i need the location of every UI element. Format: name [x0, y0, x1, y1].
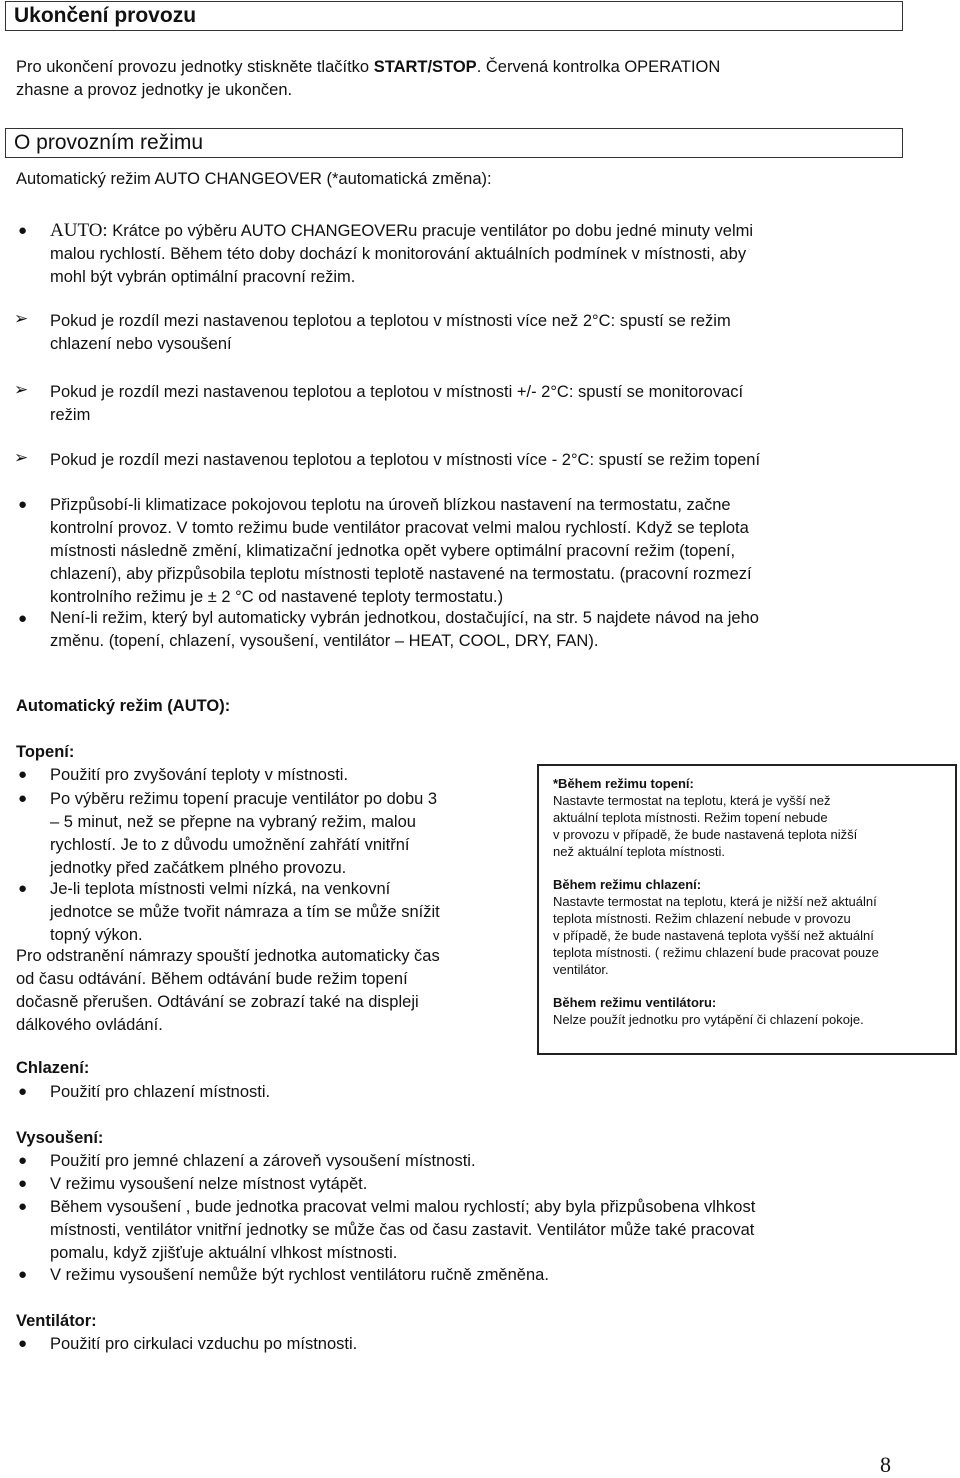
bullet1-line-0: Přizpůsobí-li klimatizace pokojovou teplotu na úroveň blízkou nastavení na termostatu, začne	[50, 496, 731, 514]
auto-line-1: malou rychlostí. Během této doby dochází k monitorování aktuálních podmínek v místnosti, aby	[50, 245, 747, 263]
cooling-title: Chlazení:	[16, 1059, 90, 1077]
drying3-line-1: místnosti, ventilátor vnitřní jednotky se může čas od času zastavit. Ventilátor může také pracovat	[50, 1221, 755, 1239]
drying3-line-2: pomalu, když zjišťuje aktuální vlhkost místnosti.	[50, 1244, 398, 1262]
heating2-line-3: jednotky před začátkem plného provozu.	[50, 859, 347, 877]
fan-note-title: Během režimu ventilátoru:	[553, 995, 717, 1010]
drying-item-1	[50, 1150, 476, 1173]
end-operation-text	[16, 56, 720, 102]
heat-note	[553, 775, 943, 860]
bullet-item-adapt	[50, 494, 752, 609]
bullet-icon: ●	[18, 496, 28, 513]
auto-mode-title: Automatický režim (AUTO):	[16, 697, 231, 715]
cool-note-line-1: teplota místnosti. Režim chlazení nebude v provozu	[553, 911, 851, 926]
heating3-line-2: topný výkon.	[50, 926, 143, 944]
bullet-icon: ●	[18, 1266, 28, 1283]
arrow-bullet-icon: ➢	[14, 309, 29, 328]
heating2-line-1: – 5 minut, než se přepne na vybraný režim, malou	[50, 813, 416, 831]
arrow-bullet-icon: ➢	[14, 448, 29, 467]
arrow1-line-1: chlazení nebo vysoušení	[50, 335, 232, 353]
bullet1-line-1: kontrolní provoz. V tomto režimu bude ventilátor pracovat velmi malou rychlostí. Když se teplota	[50, 519, 749, 537]
drying-item-3	[50, 1196, 755, 1265]
heat-note-line-0: Nastavte termostat na teplotu, která je vyšší než	[553, 793, 831, 808]
arrow3-line-0: Pokud je rozdíl mezi nastavenou teplotou a teplotou v místnosti více - 2°C: spustí se režim topení	[50, 451, 761, 469]
heat-note-line-3: než aktuální teplota místnosti.	[553, 844, 725, 859]
bullet2-line-1: změnu. (topení, chlazení, vysoušení, ventilátor – HEAT, COOL, DRY, FAN).	[50, 632, 599, 650]
auto-description	[50, 219, 753, 289]
heating1-line-0: Použití pro zvyšování teploty v místnosti.	[50, 766, 349, 784]
defrost-paragraph	[16, 945, 440, 1037]
cool-note-title: Během režimu chlazení:	[553, 877, 702, 892]
heat-note-title: *Během režimu topení:	[553, 776, 694, 791]
arrow1-line-0: Pokud je rozdíl mezi nastavenou teplotou a teplotou v místnosti více než 2°C: spustí se režim	[50, 312, 731, 330]
bullet-icon: ●	[18, 610, 28, 627]
drying1-line-0: Použití pro jemné chlazení a zároveň vysoušení místnosti.	[50, 1152, 476, 1170]
arrow-item-2	[50, 381, 743, 427]
heating-item-1	[50, 764, 348, 787]
text-line2: zhasne a provoz jednotky je ukončen.	[16, 81, 293, 99]
bullet-icon: ●	[18, 1152, 28, 1169]
arrow2-line-1: režim	[50, 406, 91, 424]
heating-item-3	[50, 878, 440, 947]
heating2-line-2: rychlostí. Je to z důvodu umožnění zahřátí vnitřní	[50, 836, 410, 854]
fan-item-1	[50, 1333, 357, 1356]
heating3-line-0: Je-li teplota místnosti velmi nízká, na venkovní	[50, 880, 391, 898]
arrow-item-1	[50, 310, 731, 356]
drying4-line-0: V režimu vysoušení nemůže být rychlost ventilátoru ručně změněna.	[50, 1266, 549, 1284]
arrow-bullet-icon: ➢	[14, 380, 29, 399]
section-title-end-operation: Ukončení provozu	[5, 1, 903, 31]
bullet-icon: ●	[18, 1175, 28, 1192]
arrow2-line-0: Pokud je rozdíl mezi nastavenou teplotou a teplotou v místnosti +/- 2°C: spustí se monitorovací	[50, 383, 744, 401]
defrost-line-1: od času odtávání. Během odtávání bude režim topení	[16, 970, 408, 988]
cool-note	[553, 876, 943, 978]
cool-note-line-4: ventilátor.	[553, 962, 609, 977]
fan-note-line-0: Nelze použít jednotku pro vytápění či chlazení pokoje.	[553, 1012, 864, 1027]
auto-changeover-subtitle: Automatický režim AUTO CHANGEOVER (*automatická změna):	[16, 170, 492, 188]
auto-label: AUTO:	[50, 220, 108, 241]
start-stop-label: START/STOP	[373, 58, 477, 76]
bullet-icon: ●	[18, 222, 28, 239]
section-title-operating-mode: O provozním režimu	[5, 128, 903, 158]
bullet-icon: ●	[18, 766, 28, 783]
bullet-icon: ●	[18, 1198, 28, 1215]
drying2-line-0: V režimu vysoušení nelze místnost vytápět.	[50, 1175, 368, 1193]
cooling-item-1	[50, 1081, 270, 1104]
heating-title: Topení:	[16, 743, 75, 761]
drying3-line-0: Během vysoušení , bude jednotka pracovat velmi malou rychlostí; aby byla přizpůsobena vlhkost	[50, 1198, 756, 1216]
bullet-icon: ●	[18, 1335, 28, 1352]
mode-notes-box	[537, 764, 957, 1055]
defrost-line-3: dálkového ovládání.	[16, 1016, 163, 1034]
bullet-icon: ●	[18, 880, 28, 897]
drying-title: Vysoušení:	[16, 1129, 104, 1147]
cool-note-line-3: teplota místnosti. ( režimu chlazení bude pracovat pouze	[553, 945, 879, 960]
heat-note-line-2: v provozu v případě, že bude nastavená teplota nižší	[553, 827, 858, 842]
cooling1-line-0: Použití pro chlazení místnosti.	[50, 1083, 271, 1101]
defrost-line-2: dočasně přerušen. Odtávání se zobrazí také na displeji	[16, 993, 419, 1011]
heating3-line-1: jednotce se může tvořit námraza a tím se může snížit	[50, 903, 440, 921]
bullet-item-change	[50, 607, 759, 653]
page-number: 8	[880, 1452, 891, 1477]
auto-line-0: Krátce po výběru AUTO CHANGEOVERu pracuje ventilátor po dobu jedné minuty velmi	[107, 222, 754, 240]
heat-note-line-1: aktuální teplota místnosti. Režim topení nebude	[553, 810, 828, 825]
drying-item-2	[50, 1173, 367, 1196]
fan-note	[553, 994, 943, 1028]
bullet-icon: ●	[18, 790, 28, 807]
auto-line-2: mohl být vybrán optimální pracovní režim.	[50, 268, 356, 286]
bullet1-line-3: chlazení), aby přizpůsobila teplotu místnosti teplotě nastavené na termostatu. (pracovní rozmezí	[50, 565, 752, 583]
bullet-icon: ●	[18, 1083, 28, 1100]
arrow-item-3	[50, 449, 760, 472]
fan-title: Ventilátor:	[16, 1312, 97, 1330]
defrost-line-0: Pro odstranění námrazy spouští jednotka automaticky čas	[16, 947, 440, 965]
bullet2-line-0: Není-li režim, který byl automaticky vybrán jednotkou, dostačující, na str. 5 najdete návod na jeho	[50, 609, 759, 627]
fan1-line-0: Použití pro cirkulaci vzduchu po místnosti.	[50, 1335, 358, 1353]
drying-item-4	[50, 1264, 549, 1287]
bullet1-line-2: místnosti následně změní, klimatizační jednotka opět vybere optimální pracovní režim (topení,	[50, 542, 736, 560]
text-line1-end: . Červená kontrolka OPERATION	[476, 58, 721, 76]
heating-item-2	[50, 788, 437, 880]
bullet1-line-4: kontrolního režimu je ± 2 °C od nastavené teploty termostatu.)	[50, 588, 504, 606]
heating2-line-0: Po výběru režimu topení pracuje ventilátor po dobu 3	[50, 790, 438, 808]
cool-note-line-2: v případě, že bude nastavená teplota vyšší než aktuální	[553, 928, 874, 943]
cool-note-line-0: Nastavte termostat na teplotu, která je nižší než aktuální	[553, 894, 877, 909]
text-line1: Pro ukončení provozu jednotky stiskněte tlačítko	[16, 58, 374, 76]
